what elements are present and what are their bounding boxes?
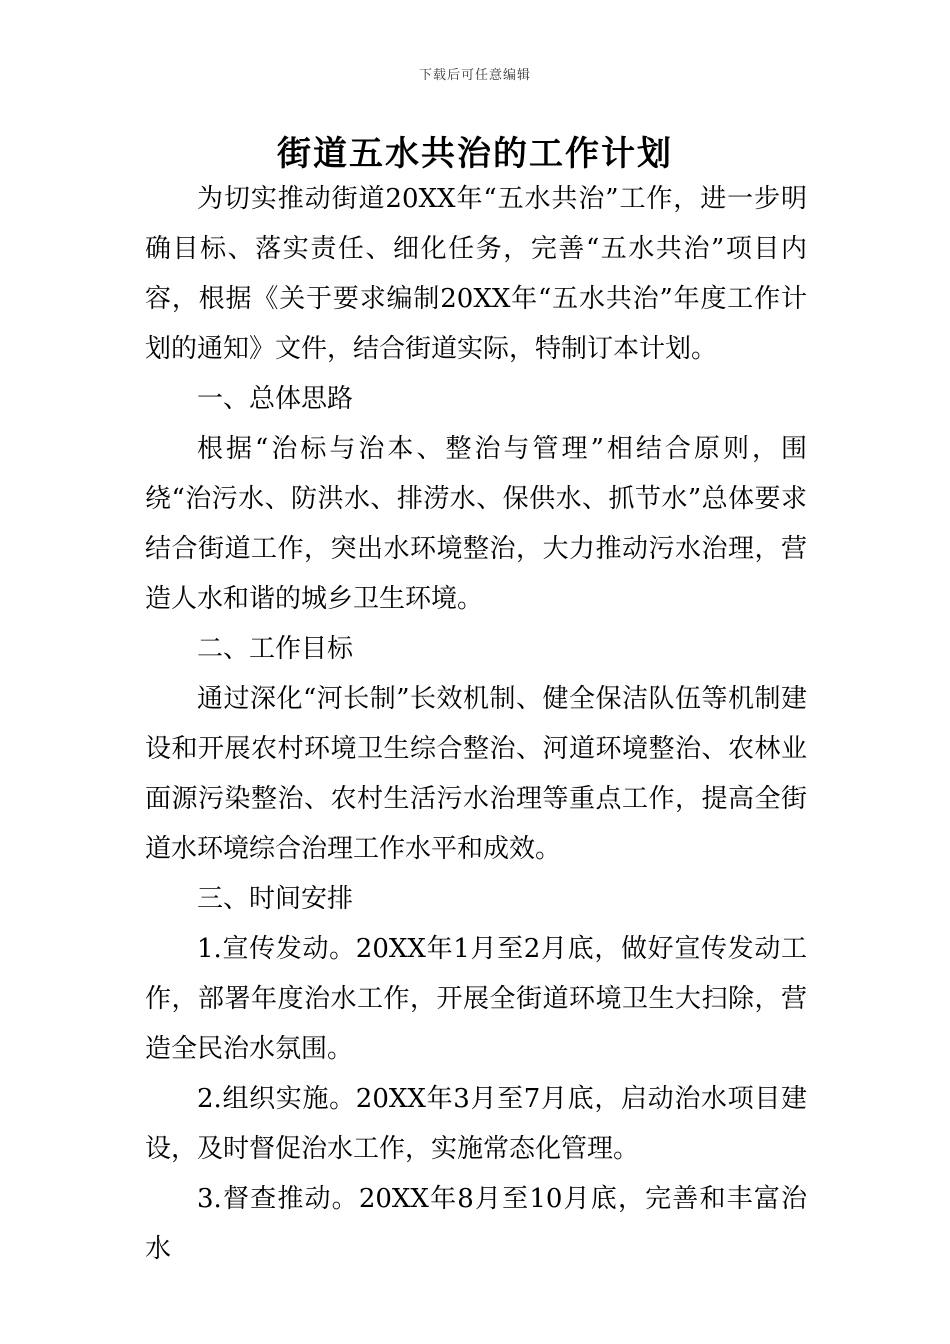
paragraph-work-goals: 通过深化“河长制”长效机制、健全保洁队伍等机制建设和开展农村环境卫生综合整治、河道环境整治、农林业面源污染整治、农村生活污水治理等重点工作，提高全街道水环境综合治理工作水平和成效。: [145, 684, 807, 864]
schedule-item-1: 1.宣传发动。20XX年1月至2月底，做好宣传发动工作，部署年度治水工作，开展全街道环境卫生大扫除，营造全民治水氛围。: [145, 934, 807, 1064]
heading-schedule: 三、时间安排: [197, 884, 354, 914]
document-title: 街道五水共治的工作计划: [277, 134, 673, 174]
heading-work-goals: 二、工作目标: [197, 634, 354, 664]
heading-overall-approach: 一、总体思路: [197, 384, 354, 414]
schedule-item-2: 2.组织实施。20XX年3月至7月底，启动治水项目建设，及时督促治水工作，实施常态化管理。: [145, 1084, 807, 1164]
header-note: 下载后可任意编辑: [418, 68, 531, 83]
paragraph-intro: 为切实推动街道20XX年“五水共治”工作，进一步明确目标、落实责任、细化任务，完善“五水共治”项目内容，根据《关于要求编制20XX年“五水共治”年度工作计划的通知》文件，结合街道实际，特制订本计划。: [145, 184, 807, 364]
paragraph-overall-approach: 根据“治标与治本、整治与管理”相结合原则，围绕“治污水、防洪水、排涝水、保供水、抓节水”总体要求结合街道工作，突出水环境整治，大力推动污水治理，营造人水和谐的城乡卫生环境。: [145, 434, 807, 614]
schedule-item-3: 3.督查推动。20XX年8月至10月底，完善和丰富治水: [145, 1184, 807, 1264]
document-body: [145, 174, 807, 1274]
